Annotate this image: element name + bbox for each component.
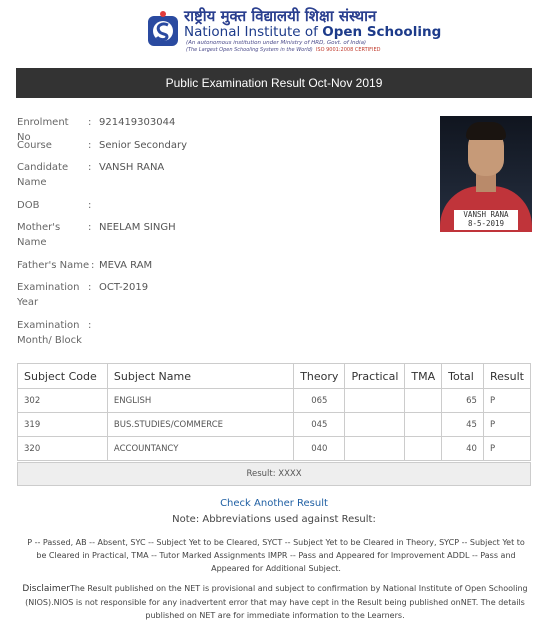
table-row (18, 389, 531, 413)
theory-marks: 045 (294, 413, 345, 437)
hindi-title: राष्ट्रीय मुक्त विद्यालयी शिक्षा संस्थान (184, 7, 377, 25)
tagline-1: (An autonomous institution under Ministry of HRD, Govt. of India) (186, 40, 367, 46)
dob-colon: : (88, 200, 92, 211)
theory-marks: 065 (294, 389, 345, 413)
subject-code: 302 (18, 389, 108, 413)
institute-name (184, 24, 441, 40)
table-row (18, 437, 531, 461)
result-banner: Public Examination Result Oct-Nov 2019 (16, 68, 532, 98)
col-tma: TMA (405, 364, 442, 389)
col-subject-code: Subject Code (18, 364, 108, 389)
iso-certified: ISO 9001:2008 CERTIFIED (315, 47, 381, 53)
subject-result: P (483, 389, 530, 413)
photo-caption-name: VANSH RANA (463, 210, 509, 219)
father-name-colon: : (91, 260, 95, 271)
mother-name-value: NEELAM SINGH (99, 222, 176, 233)
tagline-2 (186, 47, 381, 53)
check-another-result-label[interactable]: Check Another Result (220, 498, 328, 509)
nios-logo-icon (148, 10, 178, 50)
col-practical: Practical (345, 364, 405, 389)
exam-year-value: OCT-2019 (99, 282, 149, 293)
overall-result: Result: XXXX (17, 462, 531, 486)
check-another-result-link[interactable] (0, 498, 540, 509)
course-colon: : (88, 140, 92, 151)
candidate-name-value: VANSH RANA (99, 162, 165, 173)
course-label: Course (17, 140, 52, 151)
enrolment-colon: : (88, 117, 92, 128)
institute-name-part2: Open Schooling (322, 24, 442, 40)
practical-marks (345, 413, 405, 437)
course-value: Senior Secondary (99, 140, 187, 151)
practical-marks (345, 437, 405, 461)
father-name-value: MEVA RAM (99, 260, 153, 271)
total-marks: 45 (442, 413, 484, 437)
table-row (18, 413, 531, 437)
candidate-photo (440, 116, 532, 232)
enrolment-label: Enrolment No (17, 117, 69, 143)
table-header-row (18, 364, 531, 389)
institute-name-part1: National Institute of (184, 24, 323, 40)
candidate-name-label: Candidate Name (17, 162, 69, 188)
exam-year-label: Examination Year (17, 282, 80, 308)
total-marks: 40 (442, 437, 484, 461)
col-theory: Theory (294, 364, 345, 389)
subject-name: BUS.STUDIES/COMMERCE (107, 413, 293, 437)
disclaimer-label: Disclaimer (22, 584, 70, 594)
subject-name: ENGLISH (107, 389, 293, 413)
exam-year-colon: : (88, 282, 92, 293)
tma-marks (405, 413, 442, 437)
exam-block-label: Examination Month/ Block (17, 320, 82, 346)
subject-result: P (483, 437, 530, 461)
tagline-2-text: (The Largest Open Schooling System in the World) (186, 47, 313, 53)
subject-code: 319 (18, 413, 108, 437)
theory-marks: 040 (294, 437, 345, 461)
disclaimer-text: The Result published on the NET is provisional and subject to confirmation by National Institute of Open Schooling (NIOS).NIOS is not responsible for any inadvertent error that may have cept in the Result being published onNET. The details published on NET are for immediate information to the Learners. (25, 584, 528, 620)
header (0, 0, 540, 62)
tma-marks (405, 437, 442, 461)
exam-block-colon: : (88, 320, 92, 331)
practical-marks (345, 389, 405, 413)
tma-marks (405, 389, 442, 413)
subject-code: 320 (18, 437, 108, 461)
mother-name-colon: : (88, 222, 92, 233)
disclaimer (17, 582, 533, 622)
mother-name-label: Mother's Name (17, 222, 61, 248)
subject-name: ACCOUNTANCY (107, 437, 293, 461)
abbreviation-list: P -- Passed, AB -- Absent, SYC -- Subject Yet to be Cleared, SYCT -- Subject Yet to be Cleared in Theory, SYCP -- Subject Yet to be Cleared in Practical, TMA -- Tutor Marked Assignments IMPR -- Pass and Appeared for Improvement ADDL -- Pass and Appeared for Additional Subject. (27, 538, 525, 573)
total-marks: 65 (442, 389, 484, 413)
photo-caption-date: 8-5-2019 (467, 219, 505, 228)
marks-table (17, 363, 531, 461)
enrolment-value: 921419303044 (99, 117, 176, 128)
col-subject-name: Subject Name (107, 364, 293, 389)
col-result: Result (483, 364, 530, 389)
father-name-label: Father's Name (17, 260, 90, 271)
candidate-name-colon: : (88, 162, 92, 173)
abbreviation-note: Note: Abbreviations used against Result: (172, 514, 376, 525)
subject-result: P (483, 413, 530, 437)
photo-caption (454, 210, 518, 230)
dob-label: DOB (17, 200, 40, 211)
col-total: Total (442, 364, 484, 389)
